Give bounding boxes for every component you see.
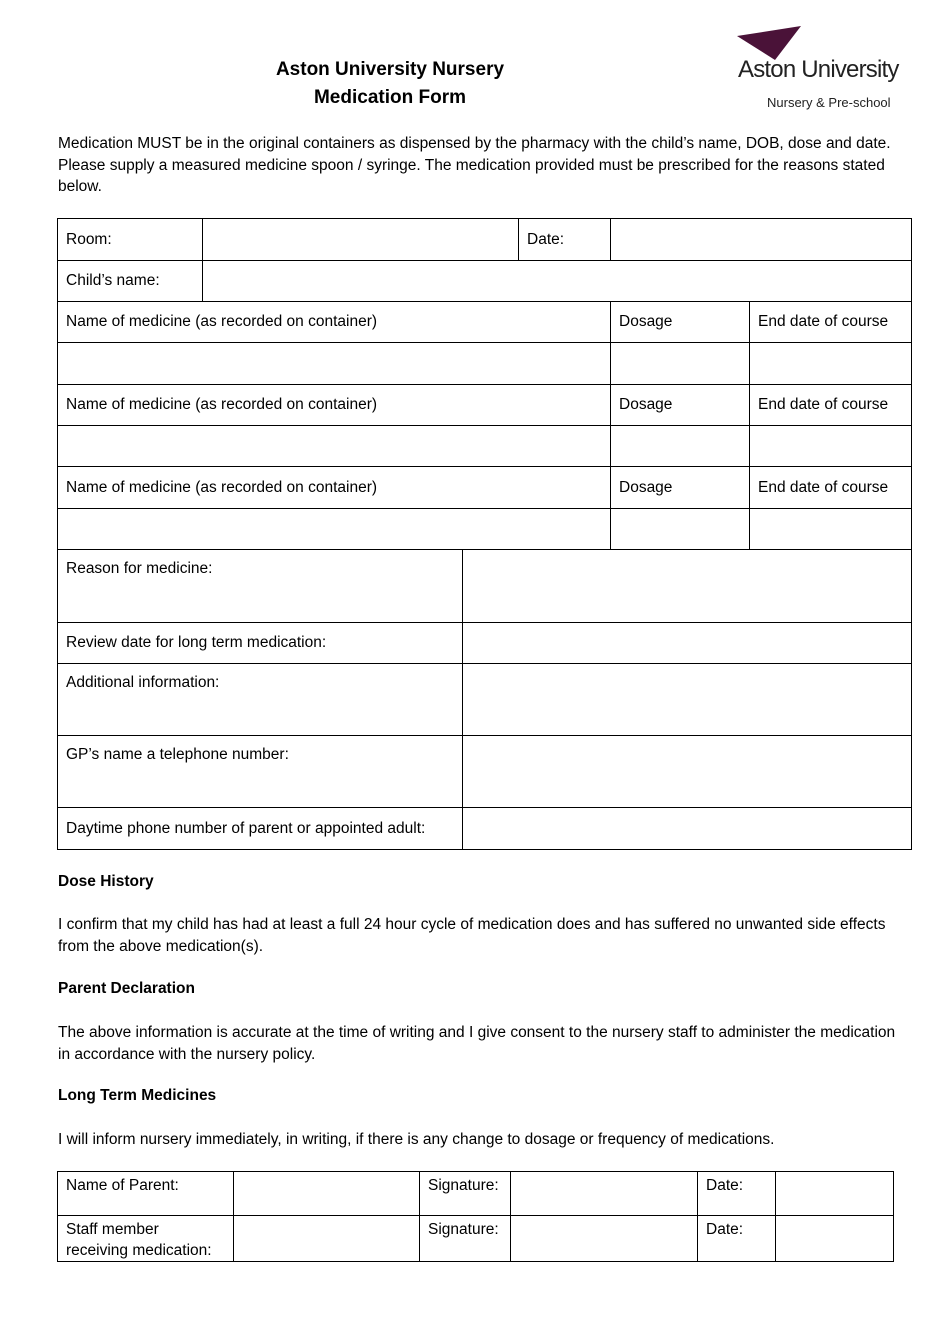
long-term-text: I will inform nursery immediately, in writing, if there is any change to dosage or frequency of medications.	[58, 1131, 775, 1148]
review-date-label: Review date for long term medication:	[58, 623, 463, 664]
medicine-name-field[interactable]	[58, 426, 611, 467]
parent-name-label: Name of Parent:	[58, 1172, 234, 1216]
date-label: Date:	[519, 219, 611, 261]
medicine-entry-row	[58, 509, 912, 550]
additional-info-label: Additional information:	[58, 664, 463, 736]
medicine-header-row	[58, 302, 912, 343]
dose-history-heading: Dose History	[58, 873, 154, 890]
end-date-label: End date of course	[750, 385, 912, 426]
staff-label-line1: Staff member	[66, 1221, 159, 1238]
end-date-field[interactable]	[750, 509, 912, 550]
child-name-label: Child’s name:	[58, 261, 203, 302]
staff-date-field[interactable]	[776, 1216, 894, 1262]
reason-label: Reason for medicine:	[58, 550, 463, 623]
dose-history-text: I confirm that my child has had at least a full 24 hour cycle of medication does and has suffered no unwanted side effects from the above medication(s).	[58, 916, 886, 955]
daytime-phone-field[interactable]	[463, 808, 912, 850]
form-title: Aston University Nursery	[275, 59, 505, 80]
dosage-label: Dosage	[611, 385, 750, 426]
reason-field[interactable]	[463, 550, 912, 623]
child-name-field[interactable]	[203, 261, 912, 302]
details-table	[57, 549, 912, 850]
daytime-phone-label: Daytime phone number of parent or appointed adult:	[58, 808, 463, 850]
room-field[interactable]	[203, 219, 519, 261]
parent-signature-field[interactable]	[511, 1172, 698, 1216]
dosage-field[interactable]	[611, 509, 750, 550]
end-date-label: End date of course	[750, 467, 912, 509]
medicine-name-label: Name of medicine (as recorded on container)	[58, 302, 611, 343]
review-date-field[interactable]	[463, 623, 912, 664]
medicine-name-field[interactable]	[58, 509, 611, 550]
staff-date-label: Date:	[698, 1216, 776, 1262]
date-field[interactable]	[611, 219, 912, 261]
medication-form-table	[57, 218, 912, 550]
medicine-name-label: Name of medicine (as recorded on container)	[58, 467, 611, 509]
signature-table	[57, 1171, 894, 1262]
gp-details-label: GP’s name a telephone number:	[58, 736, 463, 808]
medicine-name-label: Name of medicine (as recorded on container)	[58, 385, 611, 426]
medicine-entry-row	[58, 426, 912, 467]
staff-label-line2: receiving medication:	[66, 1242, 212, 1259]
dosage-field[interactable]	[611, 426, 750, 467]
parent-date-field[interactable]	[776, 1172, 894, 1216]
staff-signature-field[interactable]	[511, 1216, 698, 1262]
parent-declaration-heading: Parent Declaration	[58, 980, 195, 997]
medicine-name-field[interactable]	[58, 343, 611, 385]
medicine-header-row	[58, 385, 912, 426]
additional-info-field[interactable]	[463, 664, 912, 736]
end-date-field[interactable]	[750, 426, 912, 467]
end-date-field[interactable]	[750, 343, 912, 385]
logo-wordmark: Aston University	[738, 56, 899, 83]
staff-name-field[interactable]	[234, 1216, 420, 1262]
parent-name-field[interactable]	[234, 1172, 420, 1216]
dosage-label: Dosage	[611, 302, 750, 343]
gp-details-field[interactable]	[463, 736, 912, 808]
room-label: Room:	[58, 219, 203, 261]
long-term-heading: Long Term Medicines	[58, 1087, 217, 1104]
parent-declaration-text: The above information is accurate at the time of writing and I give consent to the nursery staff to administer the medication in accordance with the nursery policy.	[58, 1024, 896, 1063]
medicine-entry-row	[58, 343, 912, 385]
parent-date-label: Date:	[698, 1172, 776, 1216]
parent-signature-label: Signature:	[420, 1172, 511, 1216]
dosage-label: Dosage	[611, 467, 750, 509]
intro-paragraph: Medication MUST be in the original containers as dispensed by the pharmacy with the child’s name, DOB, dose and date. Please supply a measured medicine spoon / syringe. The medication provided must be prescribed for the reasons stated below.	[58, 135, 891, 195]
end-date-label: End date of course	[750, 302, 912, 343]
form-subtitle: Medication Form	[313, 87, 466, 108]
dosage-field[interactable]	[611, 343, 750, 385]
logo-subtitle: Nursery & Pre-school	[767, 95, 891, 110]
medicine-header-row	[58, 467, 912, 509]
staff-member-label	[58, 1216, 234, 1262]
staff-signature-label: Signature:	[420, 1216, 511, 1262]
